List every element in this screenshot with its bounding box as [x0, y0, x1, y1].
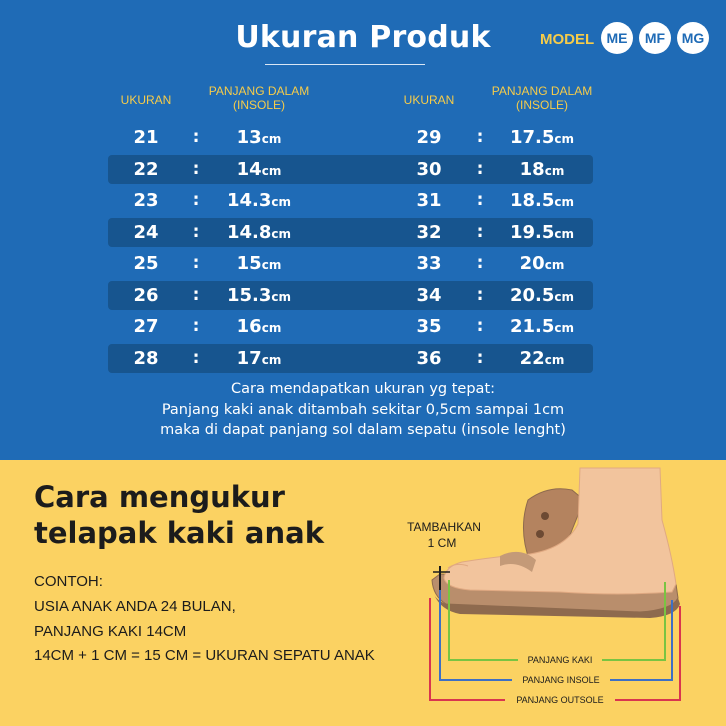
row-separator: : [192, 316, 200, 336]
row-separator: : [476, 221, 484, 242]
measure-heading-line-1: Cara mengukur [34, 480, 285, 514]
length-number: 14.8 [226, 221, 272, 243]
size-value: 33 [416, 253, 442, 274]
size-value: 24 [133, 221, 159, 243]
size-header-left: UKURAN [120, 93, 172, 107]
length-unit: cm [544, 258, 565, 272]
length-unit: cm [261, 132, 282, 146]
size-value: 25 [133, 253, 159, 274]
length-unit: cm [554, 132, 575, 146]
length-unit: cm [261, 352, 282, 367]
row-separator: : [192, 127, 200, 147]
add-1cm-label-line-2: 1 CM [427, 536, 457, 550]
row-separator: : [476, 253, 484, 273]
length-header-left-line1: PANJANG DALAM [208, 84, 310, 98]
size-value: 27 [133, 316, 159, 337]
model-badge-me: ME [601, 22, 633, 54]
length-unit: cm [554, 195, 575, 209]
size-value: 22 [133, 158, 159, 180]
measure-heading-line-2: telapak kaki anak [34, 516, 324, 550]
example-line-1: CONTOH: [34, 573, 103, 590]
length-unit: cm [261, 258, 282, 272]
size-value: 36 [416, 347, 442, 369]
length-unit: cm [554, 289, 575, 304]
example-line-2: USIA ANAK ANDA 24 BULAN, [34, 598, 236, 615]
add-1cm-label-line-1: TAMBAHKAN [407, 520, 481, 534]
size-header-right: UKURAN [403, 93, 455, 107]
strap-buckle-icon [541, 512, 549, 520]
model-label: MODEL [540, 31, 595, 48]
note-line-2: Panjang kaki anak ditambah sekitar 0,5cm sampai 1cm [161, 402, 565, 418]
length-unit: cm [271, 226, 292, 241]
length-number: 18.5 [509, 190, 555, 211]
length-number: 13 [236, 127, 262, 148]
length-unit: cm [544, 163, 565, 178]
row-separator: : [476, 127, 484, 147]
size-value: 23 [133, 190, 159, 211]
length-unit: cm [261, 163, 282, 178]
note-line-3: maka di dapat panjang sol dalam sepatu (insole lenght) [160, 422, 566, 438]
length-unit: cm [554, 321, 575, 335]
outsole-length-label: PANJANG OUTSOLE [516, 695, 604, 705]
size-value: 32 [416, 221, 442, 243]
row-separator: : [476, 284, 484, 305]
length-number: 20.5 [509, 284, 555, 306]
note-line-1: Cara mendapatkan ukuran yg tepat: [230, 381, 496, 397]
length-number: 16 [236, 316, 262, 337]
length-number: 18 [519, 158, 545, 180]
length-number: 22 [519, 347, 545, 369]
length-number: 15 [236, 253, 262, 274]
length-unit: cm [554, 226, 575, 241]
row-separator: : [192, 253, 200, 273]
size-value: 28 [133, 347, 159, 369]
length-number: 14.3 [226, 190, 272, 211]
row-separator: : [476, 347, 484, 368]
length-number: 17 [236, 347, 262, 369]
foot-length-label: PANJANG KAKI [527, 655, 593, 665]
example-line-4: 14CM + 1 CM = 15 CM = UKURAN SEPATU ANAK [34, 647, 375, 664]
length-number: 17.5 [509, 127, 555, 148]
strap-buckle-icon [536, 530, 544, 538]
length-unit: cm [261, 321, 282, 335]
length-number: 14 [236, 158, 262, 180]
model-badge-mg: MG [677, 22, 709, 54]
length-header-right-line1: PANJANG DALAM [491, 84, 593, 98]
length-unit: cm [544, 352, 565, 367]
size-value: 34 [416, 284, 442, 306]
row-separator: : [476, 190, 484, 210]
example-line-3: PANJANG KAKI 14CM [34, 623, 187, 640]
insole-length-label: PANJANG INSOLE [522, 675, 600, 685]
size-value: 30 [416, 158, 442, 180]
length-number: 19.5 [509, 221, 555, 243]
size-value: 35 [416, 316, 442, 337]
size-value: 21 [133, 127, 159, 148]
length-number: 20 [519, 253, 545, 274]
row-separator: : [192, 158, 200, 179]
model-badge-mf: MF [639, 22, 671, 54]
row-separator: : [476, 158, 484, 179]
row-separator: : [192, 284, 200, 305]
row-separator: : [476, 316, 484, 336]
length-header-left-line2: (INSOLE) [232, 98, 285, 112]
length-unit: cm [271, 289, 292, 304]
length-number: 15.3 [226, 284, 272, 306]
size-value: 29 [416, 127, 442, 148]
length-number: 21.5 [509, 316, 555, 337]
page-title: Ukuran Produk [235, 20, 491, 55]
row-separator: : [192, 190, 200, 210]
length-header-right-line2: (INSOLE) [515, 98, 568, 112]
row-separator: : [192, 221, 200, 242]
size-value: 31 [416, 190, 442, 211]
length-unit: cm [271, 195, 292, 209]
size-value: 26 [133, 284, 159, 306]
row-separator: : [192, 347, 200, 368]
